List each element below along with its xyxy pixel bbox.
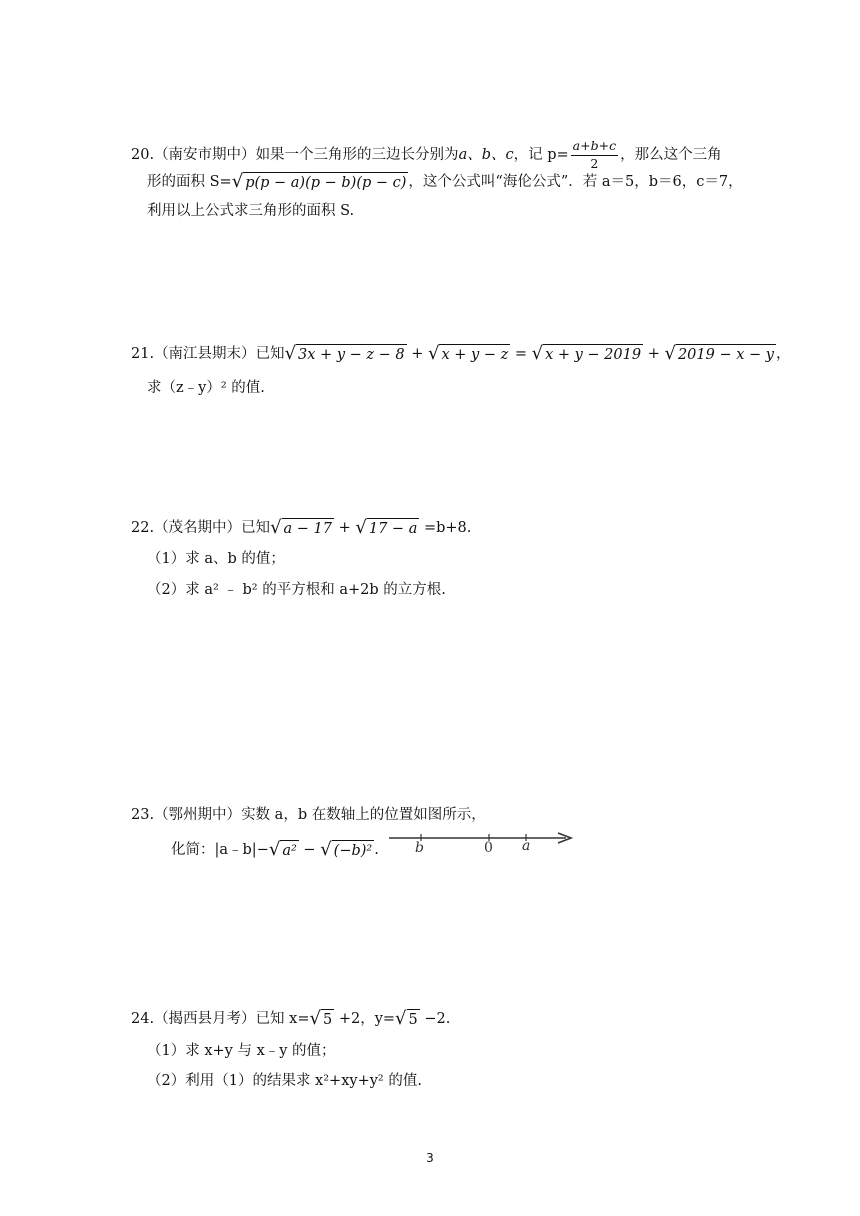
radicand: x + y − 2019 (543, 344, 643, 364)
radicand: 17 − a (367, 518, 419, 538)
question-number: 22. (131, 520, 155, 536)
sqrt-expression: √ 5 (309, 1008, 333, 1029)
radicand: 2019 − x − y (676, 344, 776, 364)
question-number: 23. (131, 807, 155, 823)
text: 已知 (241, 520, 271, 536)
axis-label-0: 0 (484, 840, 493, 856)
radicand: 5 (321, 1009, 334, 1029)
question-22-part-1: （1）求 a、b 的值； (147, 551, 285, 567)
text: ， (775, 346, 791, 362)
text: −2. (419, 1011, 451, 1027)
operator: + (334, 520, 356, 536)
text: 化简：|a﹣b|− (171, 842, 269, 858)
axis-label-b: b (415, 840, 424, 856)
text: . (374, 842, 379, 858)
question-source: （茂名期中） (154, 520, 242, 536)
question-number: 21. (131, 346, 155, 362)
text: 已知 (255, 346, 285, 362)
question-23-line-1 (131, 805, 486, 825)
page-number: 3 (426, 1151, 434, 1165)
text: 已知 x= (255, 1011, 310, 1027)
fraction-numerator: a+b+c (571, 140, 618, 156)
question-source: （南江县期末） (154, 346, 256, 362)
question-21-line-1 (131, 344, 790, 364)
question-24-line-1 (131, 1009, 450, 1029)
operator: = (510, 346, 532, 362)
sqrt-expression: √ a − 17 (270, 517, 333, 538)
sqrt-expression: √ 3x + y − z − 8 (284, 343, 405, 364)
question-number: 24. (131, 1011, 155, 1027)
sqrt-expression: √ (−b)² (320, 839, 373, 860)
text: +2，y= (334, 1011, 396, 1027)
radicand: a² (280, 840, 298, 860)
question-20-line-2 (147, 172, 743, 192)
text: ，那么这个三角 (620, 147, 722, 163)
question-24-part-2: （2）利用（1）的结果求 x²+xy+y² 的值. (147, 1073, 422, 1089)
question-20-line-1 (131, 140, 722, 170)
question-22-line-1 (131, 518, 471, 538)
radicand: p(p − a)(p − b)(p − c) (243, 172, 408, 192)
operator: + (643, 346, 665, 362)
question-20-line-3: 利用以上公式求三角形的面积 S. (147, 203, 355, 219)
sqrt-expression: √ 5 (395, 1008, 418, 1029)
question-number: 20. (131, 147, 155, 163)
radicand: a − 17 (282, 518, 334, 538)
question-21-line-2: 求（z﹣y）² 的值. (147, 380, 265, 396)
question-24-part-1: （1）求 x+y 与 x﹣y 的值； (147, 1043, 336, 1059)
sqrt-expression: √ p(p − a)(p − b)(p − c) (231, 171, 407, 192)
question-source: （南安市期中） (154, 147, 256, 163)
fraction (571, 140, 618, 170)
radicand: 3x + y − z − 8 (296, 344, 407, 364)
operator: + (406, 346, 428, 362)
question-22-part-2: （2）求 a² ﹣ b² 的平方根和 a+2b 的立方根. (147, 582, 446, 598)
radicand: 5 (407, 1009, 420, 1029)
text: 实数 a，b 在数轴上的位置如图所示， (241, 807, 486, 823)
variables: a、b、c (458, 147, 514, 163)
text: 如果一个三角形的三边长分别为 (255, 147, 459, 163)
sqrt-expression: √ x + y − z (427, 343, 509, 364)
question-23-line-2 (171, 840, 379, 860)
axis-label-a: a (522, 838, 531, 854)
question-source: （揭西县月考） (154, 1011, 256, 1027)
operator: − (298, 842, 321, 858)
radicand: (−b)² (332, 840, 375, 860)
fraction-denominator: 2 (590, 155, 599, 171)
text: =b+8. (419, 520, 472, 536)
sqrt-expression: √ a² (268, 839, 297, 860)
sqrt-expression: √ x + y − 2019 (531, 343, 642, 364)
sqrt-expression: √ 17 − a (355, 517, 418, 538)
sqrt-expression: √ 2019 − x − y (664, 343, 774, 364)
text: 形的面积 S= (147, 174, 232, 190)
text: ，这个公式叫“海伦公式”．若 a＝5，b＝6，c＝7， (408, 174, 743, 190)
question-source: （鄂州期中） (154, 807, 242, 823)
radicand: x + y − z (439, 344, 510, 364)
number-line-figure (386, 828, 576, 862)
text: ，记 p= (513, 147, 569, 163)
